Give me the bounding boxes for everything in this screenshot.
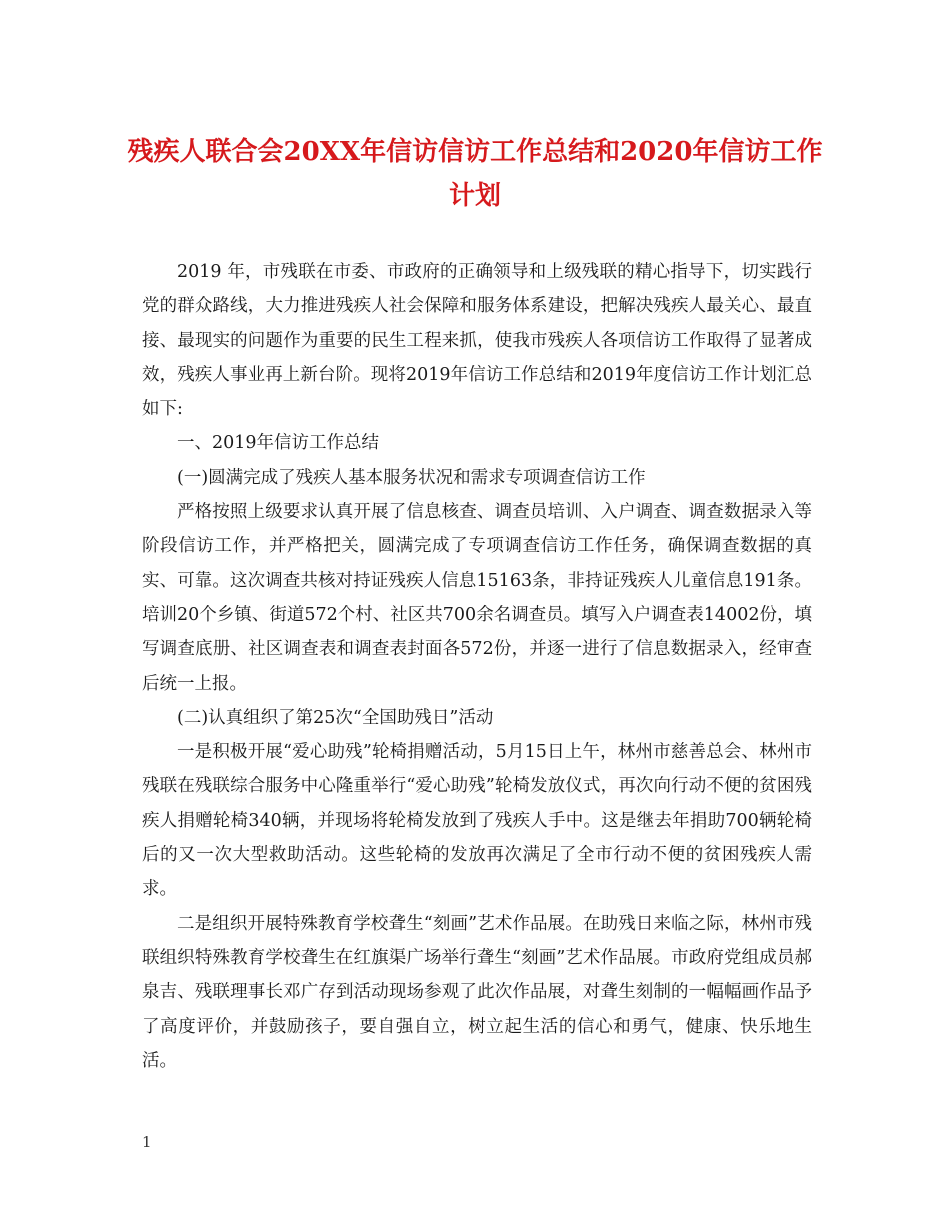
- subsection-heading-2: (二)认真组织了第25次“全国助残日”活动: [177, 707, 494, 728]
- wheelchair-paragraph: 一是积极开展“爱心助残”轮椅捐赠活动，5月15日上午，林州市慈善总会、林州市残联在残联综合服务中心隆重举行“爱心助残”轮椅发放仪式，再次向行动不便的贫困残疾人捐赠轮椅340辆，并现场将轮椅发放到了残疾人手中。这是继去年捐助700辆轮椅后的又一次大型救助活动。这些轮椅的发放再次满足了全市行动不便的贫困残疾人需求。: [142, 742, 812, 900]
- intro-paragraph: 2019 年，市残联在市委、市政府的正确领导和上级残联的精心指导下，切实践行党的群众路线，大力推进残疾人社会保障和服务体系建设，把解决残疾人最关心、最直接、最现实的问题作为重要的民生工程来抓，使我市残疾人各项信访工作取得了显著成效，残疾人事业再上新台阶。现将2019年信访工作总结和2019年度信访工作计划汇总如下:: [142, 262, 812, 420]
- art-exhibit-paragraph: 二是组织开展特殊教育学校聋生“刻画”艺术作品展。在助残日来临之际，林州市残联组织特殊教育学校聋生在红旗渠广场举行聋生“刻画”艺术作品展。市政府党组成员郝泉吉、残联理事长邓广存到活动现场参观了此次作品展，对聋生刻制的一幅幅画作品予了高度评价，并鼓励孩子，要自强自立，树立起生活的信心和勇气，健康、快乐地生活。: [142, 913, 812, 1071]
- section-heading-1: 一、2019年信访工作总结: [177, 433, 380, 454]
- subsection-heading-1: (一)圆满完成了残疾人基本服务状况和需求专项调查信访工作: [177, 467, 646, 488]
- document-title: 残疾人联合会20XX年信访信访工作总结和2020年信访工作计划: [127, 137, 823, 211]
- survey-paragraph: 严格按照上级要求认真开展了信息核查、调查员培训、入户调查、调查数据录入等阶段信访工作，并严格把关，圆满完成了专项调查信访工作任务，确保调查数据的真实、可靠。这次调查共核对持证残疾人信息15163条，非持证残疾人儿童信息191条。培训20个乡镇、街道572个村、社区共700余名调查员。填写入户调查表14002份，填写调查底册、社区调查表和调查表封面各572份，并逐一进行了信息数据录入，经审查后统一上报。: [142, 502, 812, 694]
- document-body: [142, 255, 812, 1078]
- page-number: 1: [142, 1133, 152, 1151]
